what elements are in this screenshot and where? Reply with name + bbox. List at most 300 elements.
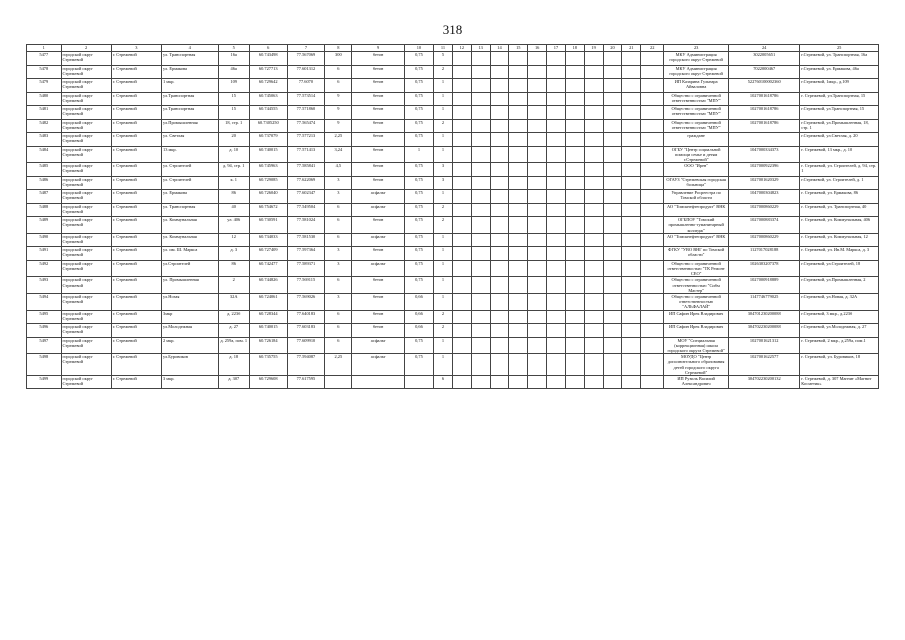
table-cell bbox=[452, 119, 471, 133]
table-cell: ул. Ермакова bbox=[162, 65, 219, 79]
table-cell: городской округ Стрежевой bbox=[61, 277, 111, 294]
table-cell: Общество с ограниченной ответственностью "МПУ" bbox=[664, 119, 729, 133]
table-row bbox=[27, 106, 879, 120]
table-cell: бетон bbox=[352, 79, 404, 93]
table-cell bbox=[490, 133, 509, 147]
table-cell bbox=[622, 146, 641, 163]
table-cell: г.Стрежевой, 1мкр., д.109 bbox=[800, 79, 879, 93]
table-cell: к. 1 bbox=[218, 176, 249, 190]
table-cell bbox=[641, 375, 664, 389]
table-cell: 0,75 bbox=[404, 337, 433, 354]
table-cell bbox=[471, 163, 490, 177]
column-header: 12 bbox=[452, 45, 471, 52]
table-cell: г. Стрежевой, ул. Коммунальная, 12 bbox=[800, 233, 879, 247]
table-cell: АО "Томскнефтепродукт" ВНК bbox=[664, 203, 729, 217]
table-cell bbox=[452, 106, 471, 120]
table-cell bbox=[547, 247, 566, 261]
table-cell bbox=[565, 52, 584, 66]
table-cell: 5494 bbox=[27, 293, 62, 310]
table-cell: 60.745963 bbox=[249, 163, 287, 177]
table-cell: 2 bbox=[434, 324, 453, 338]
table-cell: д. 307 bbox=[218, 375, 249, 389]
table-cell: 5479 bbox=[27, 79, 62, 93]
table-cell: 16а bbox=[218, 52, 249, 66]
table-cell: 5482 bbox=[27, 119, 62, 133]
table-row bbox=[27, 260, 879, 277]
table-cell: 15 bbox=[218, 92, 249, 106]
table-cell: 1147746779025 bbox=[729, 293, 800, 310]
table-cell: д. 27 bbox=[218, 324, 249, 338]
table-cell bbox=[471, 310, 490, 324]
table-cell bbox=[584, 354, 603, 376]
table-cell: 5496 bbox=[27, 324, 62, 338]
table-cell: ул.Нозая bbox=[162, 293, 219, 310]
table-cell bbox=[622, 375, 641, 389]
table-cell: г. Стрежевой bbox=[111, 217, 161, 234]
table-cell bbox=[490, 354, 509, 376]
table-cell: г. Стрежевой bbox=[111, 354, 161, 376]
table-cell: г. Стрежевой bbox=[111, 203, 161, 217]
table-cell bbox=[622, 247, 641, 261]
table-cell: бетон bbox=[352, 176, 404, 190]
table-cell bbox=[584, 260, 603, 277]
table-cell bbox=[471, 119, 490, 133]
table-cell bbox=[471, 190, 490, 204]
table-cell: 2 bbox=[434, 217, 453, 234]
table-cell: 60.742477 bbox=[249, 260, 287, 277]
table-cell bbox=[452, 65, 471, 79]
table-cell: 77.567069 bbox=[287, 52, 325, 66]
table-cell: городской округ Стрежевой bbox=[61, 92, 111, 106]
table-cell bbox=[603, 176, 622, 190]
table-cell bbox=[547, 375, 566, 389]
table-cell: г.Стрежевой, ул.Транспортная, 15 bbox=[800, 106, 879, 120]
table-cell bbox=[509, 375, 528, 389]
table-cell bbox=[528, 190, 547, 204]
table-cell bbox=[584, 203, 603, 217]
table-cell bbox=[641, 190, 664, 204]
table-cell: ул. Транспортная bbox=[162, 203, 219, 217]
table-cell: 0,75 bbox=[404, 203, 433, 217]
column-header: 22 bbox=[641, 45, 664, 52]
table-cell bbox=[528, 310, 547, 324]
table-cell: 0,75 bbox=[404, 133, 433, 147]
table-cell: 77.569115 bbox=[287, 277, 325, 294]
table-cell: г.Стрежевой, ул.Промышленная, 18, стр. 1 bbox=[800, 119, 879, 133]
table-row bbox=[27, 190, 879, 204]
table-cell bbox=[452, 146, 471, 163]
table-cell bbox=[641, 65, 664, 79]
table-cell bbox=[603, 79, 622, 93]
table-cell bbox=[584, 133, 603, 147]
table-cell bbox=[528, 163, 547, 177]
table-cell bbox=[509, 176, 528, 190]
table-cell bbox=[565, 233, 584, 247]
table-cell: ул. 406 bbox=[218, 217, 249, 234]
table-cell: 6 bbox=[325, 203, 352, 217]
table-row bbox=[27, 277, 879, 294]
table-cell bbox=[509, 92, 528, 106]
table-cell bbox=[565, 324, 584, 338]
table-cell: 0,75 bbox=[404, 119, 433, 133]
table-cell: городской округ Стрежевой bbox=[61, 163, 111, 177]
table-cell: ул.Транспортная bbox=[162, 92, 219, 106]
column-header: 2 bbox=[61, 45, 111, 52]
table-cell: д. 94, стр. 1 bbox=[218, 163, 249, 177]
table-cell bbox=[325, 375, 352, 389]
table-row bbox=[27, 247, 879, 261]
table-cell bbox=[528, 176, 547, 190]
table-cell bbox=[509, 293, 528, 310]
table-row bbox=[27, 293, 879, 310]
table-cell: 1027001618786 bbox=[729, 106, 800, 120]
table-cell bbox=[509, 146, 528, 163]
table-cell bbox=[528, 337, 547, 354]
table-cell bbox=[404, 375, 433, 389]
table-cell bbox=[452, 310, 471, 324]
column-header: 7 bbox=[287, 45, 325, 52]
table-cell: 3 bbox=[325, 176, 352, 190]
table-cell: АО "Томскнефтепродукт" ВНК bbox=[664, 233, 729, 247]
table-cell bbox=[641, 260, 664, 277]
table-cell: бетон bbox=[352, 310, 404, 324]
table-cell: 5483 bbox=[27, 133, 62, 147]
table-cell: г. Стрежевой, 2 мкр., д.259а, пом.1 bbox=[800, 337, 879, 354]
table-cell bbox=[641, 247, 664, 261]
table-cell: городской округ Стрежевой bbox=[61, 190, 111, 204]
table-cell: граждане bbox=[664, 133, 729, 147]
table-cell: 60.729608 bbox=[249, 375, 287, 389]
table-cell: г.Стрежевой, ул. Ермакова, 46а bbox=[800, 65, 879, 79]
table-cell: бетон bbox=[352, 247, 404, 261]
table-cell: 60.727409 bbox=[249, 247, 287, 261]
table-cell: 1 bbox=[434, 146, 453, 163]
table-cell bbox=[603, 310, 622, 324]
table-cell: 1027001618786 bbox=[729, 92, 800, 106]
table-cell: 5491 bbox=[27, 247, 62, 261]
table-cell bbox=[490, 65, 509, 79]
table-cell: 0,75 bbox=[404, 277, 433, 294]
table-cell bbox=[490, 217, 509, 234]
table-cell: ул.Строителей bbox=[162, 260, 219, 277]
table-cell: 77.549504 bbox=[287, 203, 325, 217]
table-cell: 60.7305250 bbox=[249, 119, 287, 133]
table-cell bbox=[622, 106, 641, 120]
table-cell: асфальт bbox=[352, 337, 404, 354]
table-cell: г. Стрежевой bbox=[111, 146, 161, 163]
table-cell bbox=[584, 310, 603, 324]
table-cell bbox=[547, 119, 566, 133]
table-cell: г. Стрежевой bbox=[111, 375, 161, 389]
table-cell: 0,75 bbox=[404, 163, 433, 177]
table-cell bbox=[547, 354, 566, 376]
table-cell bbox=[547, 106, 566, 120]
table-cell: городской округ Стрежевой bbox=[61, 293, 111, 310]
table-cell: городской округ Стрежевой bbox=[61, 260, 111, 277]
table-cell bbox=[641, 337, 664, 354]
table-cell: 3 bbox=[325, 260, 352, 277]
table-cell: 3 bbox=[325, 190, 352, 204]
table-cell bbox=[490, 260, 509, 277]
table-cell bbox=[509, 119, 528, 133]
table-cell: 13 мкр. bbox=[162, 146, 219, 163]
table-cell bbox=[509, 65, 528, 79]
header-row bbox=[27, 45, 879, 52]
table-cell: 9 bbox=[325, 119, 352, 133]
table-cell bbox=[565, 310, 584, 324]
table-cell: г. Стрежевой bbox=[111, 190, 161, 204]
table-cell: 60.740015 bbox=[249, 146, 287, 163]
table-cell: д. 18 bbox=[218, 354, 249, 376]
table-cell: 60.729642 bbox=[249, 79, 287, 93]
table-cell: 5480 bbox=[27, 92, 62, 106]
table-cell: г. Стрежевой, ул. Буровиков, 18 bbox=[800, 354, 879, 376]
table-cell: бетон bbox=[352, 217, 404, 234]
table-cell: ИП Сафин Ирек Владирович bbox=[664, 324, 729, 338]
table-cell: 5 bbox=[434, 52, 453, 66]
table-cell: 60.727713 bbox=[249, 65, 287, 79]
column-header: 10 bbox=[404, 45, 433, 52]
table-cell: г. Стрежевой bbox=[111, 247, 161, 261]
table-cell: г.Стрежевой, ул.Промышленная, 2 bbox=[800, 277, 879, 294]
table-cell bbox=[565, 163, 584, 177]
table-cell: г.Стрежевой, ул. Транспортная, 16а bbox=[800, 52, 879, 66]
table-cell: 46а bbox=[218, 65, 249, 79]
table-cell: 77.597364 bbox=[287, 247, 325, 261]
table-cell: ул. им. Ш. Маркса bbox=[162, 247, 219, 261]
table-cell: 1027000918889 bbox=[729, 277, 800, 294]
table-cell bbox=[584, 176, 603, 190]
table-cell bbox=[490, 324, 509, 338]
table-cell bbox=[622, 310, 641, 324]
table-cell bbox=[603, 293, 622, 310]
table-cell bbox=[641, 79, 664, 93]
table-cell: 20 bbox=[218, 133, 249, 147]
table-cell bbox=[584, 324, 603, 338]
table-cell bbox=[490, 337, 509, 354]
table-cell: г. Стрежевой bbox=[111, 176, 161, 190]
table-cell: 1 bbox=[434, 354, 453, 376]
table-cell: 2 bbox=[434, 119, 453, 133]
table-cell bbox=[547, 92, 566, 106]
table-cell: г. Стрежевой bbox=[111, 133, 161, 147]
table-cell: городской округ Стрежевой bbox=[61, 106, 111, 120]
table-cell: 0,75 bbox=[404, 354, 433, 376]
table-cell bbox=[490, 52, 509, 66]
table-cell bbox=[471, 217, 490, 234]
table-cell bbox=[352, 375, 404, 389]
column-header: 25 bbox=[800, 45, 879, 52]
table-cell bbox=[452, 293, 471, 310]
table-cell: 3,24 bbox=[325, 146, 352, 163]
table-cell: 3мкр bbox=[162, 310, 219, 324]
table-cell bbox=[528, 52, 547, 66]
table-cell: 77.581024 bbox=[287, 217, 325, 234]
table-cell: 1 bbox=[434, 260, 453, 277]
table-cell bbox=[622, 217, 641, 234]
column-header: 24 bbox=[729, 45, 800, 52]
table-cell bbox=[490, 277, 509, 294]
table-cell bbox=[528, 233, 547, 247]
table-cell: 6 bbox=[325, 277, 352, 294]
table-cell: бетон bbox=[352, 146, 404, 163]
table-cell bbox=[471, 106, 490, 120]
table-cell bbox=[452, 203, 471, 217]
table-cell: 0,75 bbox=[404, 52, 433, 66]
table-cell bbox=[603, 92, 622, 106]
table-cell: 3 bbox=[325, 293, 352, 310]
table-cell bbox=[490, 146, 509, 163]
table-cell bbox=[547, 277, 566, 294]
table-cell bbox=[622, 176, 641, 190]
table-cell bbox=[622, 233, 641, 247]
table-cell: 6 bbox=[325, 217, 352, 234]
column-header: 15 bbox=[509, 45, 528, 52]
table-cell bbox=[622, 293, 641, 310]
table-cell: 1 bbox=[434, 337, 453, 354]
table-cell: г. Стрежевой bbox=[111, 163, 161, 177]
table-cell: городской округ Стрежевой bbox=[61, 310, 111, 324]
table-cell: МКУ Администрация городского округ Стрежевой bbox=[664, 52, 729, 66]
table-cell: 1027001618786 bbox=[729, 119, 800, 133]
table-cell: 5498 bbox=[27, 354, 62, 376]
table-row bbox=[27, 324, 879, 338]
table-cell bbox=[509, 247, 528, 261]
table-cell: бетон bbox=[352, 163, 404, 177]
table-cell: 60.728344 bbox=[249, 310, 287, 324]
table-cell: 77.617595 bbox=[287, 375, 325, 389]
table-cell bbox=[471, 354, 490, 376]
table-cell: 60.729085 bbox=[249, 176, 287, 190]
table-cell bbox=[509, 52, 528, 66]
table-row bbox=[27, 233, 879, 247]
table-cell: 0,75 bbox=[404, 260, 433, 277]
table-cell bbox=[471, 79, 490, 93]
table-cell bbox=[452, 217, 471, 234]
table-cell: 5477 bbox=[27, 52, 62, 66]
table-cell: 2 bbox=[434, 65, 453, 79]
table-cell bbox=[471, 52, 490, 66]
table-cell: городской округ Стрежевой bbox=[61, 337, 111, 354]
table-cell bbox=[547, 190, 566, 204]
table-cell: 77.622069 bbox=[287, 176, 325, 190]
table-cell: 6 bbox=[325, 65, 352, 79]
table-cell: городской округ Стрежевой bbox=[61, 247, 111, 261]
table-cell: г. Стрежевой, ул. Ив.М. Маркса, д. 3 bbox=[800, 247, 879, 261]
table-cell: 1027000860229 bbox=[729, 233, 800, 247]
table-cell bbox=[603, 354, 622, 376]
table-cell bbox=[452, 52, 471, 66]
table-cell: 77.594087 bbox=[287, 354, 325, 376]
table-cell: городской округ Стрежевой bbox=[61, 79, 111, 93]
table-cell: 0,75 bbox=[404, 79, 433, 93]
table-cell bbox=[452, 163, 471, 177]
table-cell: 5493 bbox=[27, 277, 62, 294]
table-cell bbox=[528, 354, 547, 376]
table-cell bbox=[509, 133, 528, 147]
table-cell bbox=[603, 146, 622, 163]
table-cell: д. 223б bbox=[218, 310, 249, 324]
table-cell bbox=[528, 260, 547, 277]
table-row bbox=[27, 65, 879, 79]
table-cell: бетон bbox=[352, 277, 404, 294]
table-cell: г. Стрежевой, ул.Транспортная, 15 bbox=[800, 92, 879, 106]
table-cell bbox=[547, 163, 566, 177]
table-cell bbox=[528, 79, 547, 93]
table-header bbox=[27, 45, 879, 52]
table-cell: ОГАУЗ "Стрежевская городская больница" bbox=[664, 176, 729, 190]
table-cell: 0,75 bbox=[404, 92, 433, 106]
table-row bbox=[27, 79, 879, 93]
table-cell: ул. Коммунальная bbox=[162, 233, 219, 247]
table-cell bbox=[565, 277, 584, 294]
table-cell: 77.569026 bbox=[287, 293, 325, 310]
table-cell bbox=[622, 163, 641, 177]
table-row bbox=[27, 354, 879, 376]
table-cell bbox=[603, 106, 622, 120]
table-cell: 304702230200088 bbox=[729, 324, 800, 338]
table-cell bbox=[547, 260, 566, 277]
table-cell: 60.724061 bbox=[249, 293, 287, 310]
table-cell: 15 bbox=[218, 106, 249, 120]
table-cell bbox=[584, 79, 603, 93]
table-cell bbox=[471, 293, 490, 310]
table-cell: 0,66 bbox=[404, 324, 433, 338]
table-cell: ул. Ермакова bbox=[162, 190, 219, 204]
table-cell: г.Стрежевой, ул.Светлая, д. 20 bbox=[800, 133, 879, 147]
table-cell: 60.744826 bbox=[249, 277, 287, 294]
table-cell: 5488 bbox=[27, 203, 62, 217]
table-cell bbox=[452, 92, 471, 106]
table-cell bbox=[509, 163, 528, 177]
table-cell: г.Стрежевой, ул.Молодежная, д. 27 bbox=[800, 324, 879, 338]
table-row bbox=[27, 203, 879, 217]
table-cell: 40 bbox=[218, 203, 249, 217]
table-cell bbox=[565, 354, 584, 376]
table-cell bbox=[528, 277, 547, 294]
table-cell bbox=[509, 190, 528, 204]
table-cell: городской округ Стрежевой bbox=[61, 176, 111, 190]
table-cell bbox=[452, 233, 471, 247]
table-cell: Общество с ограниченной ответственностью "АЛЬФАЛАЙ" bbox=[664, 293, 729, 310]
table-cell: г. Стрежевой bbox=[111, 277, 161, 294]
table-cell bbox=[528, 247, 547, 261]
table-cell bbox=[547, 79, 566, 93]
table-cell: г. Стрежевой bbox=[111, 79, 161, 93]
table-cell bbox=[528, 92, 547, 106]
table-cell bbox=[584, 146, 603, 163]
table-row bbox=[27, 133, 879, 147]
table-cell bbox=[471, 65, 490, 79]
table-cell: 77.571860 bbox=[287, 106, 325, 120]
table-cell: г. Стрежевой, ул. Строителей, д. 94, стр. 1 bbox=[800, 163, 879, 177]
table-cell: 77.601312 bbox=[287, 65, 325, 79]
table-cell: ИП Рузиль Василий Александрович bbox=[664, 375, 729, 389]
table-cell: 2 мкр. bbox=[162, 337, 219, 354]
table-cell: 77.602347 bbox=[287, 190, 325, 204]
table-cell bbox=[528, 119, 547, 133]
table-row bbox=[27, 310, 879, 324]
table-cell: 60.743498 bbox=[249, 52, 287, 66]
table-cell bbox=[584, 190, 603, 204]
table-cell bbox=[471, 260, 490, 277]
table-cell: ул.Транспортная bbox=[162, 106, 219, 120]
table-cell bbox=[490, 79, 509, 93]
table-cell bbox=[471, 233, 490, 247]
table-cell: 86 bbox=[218, 260, 249, 277]
table-cell bbox=[641, 106, 664, 120]
table-cell: 1 bbox=[434, 293, 453, 310]
